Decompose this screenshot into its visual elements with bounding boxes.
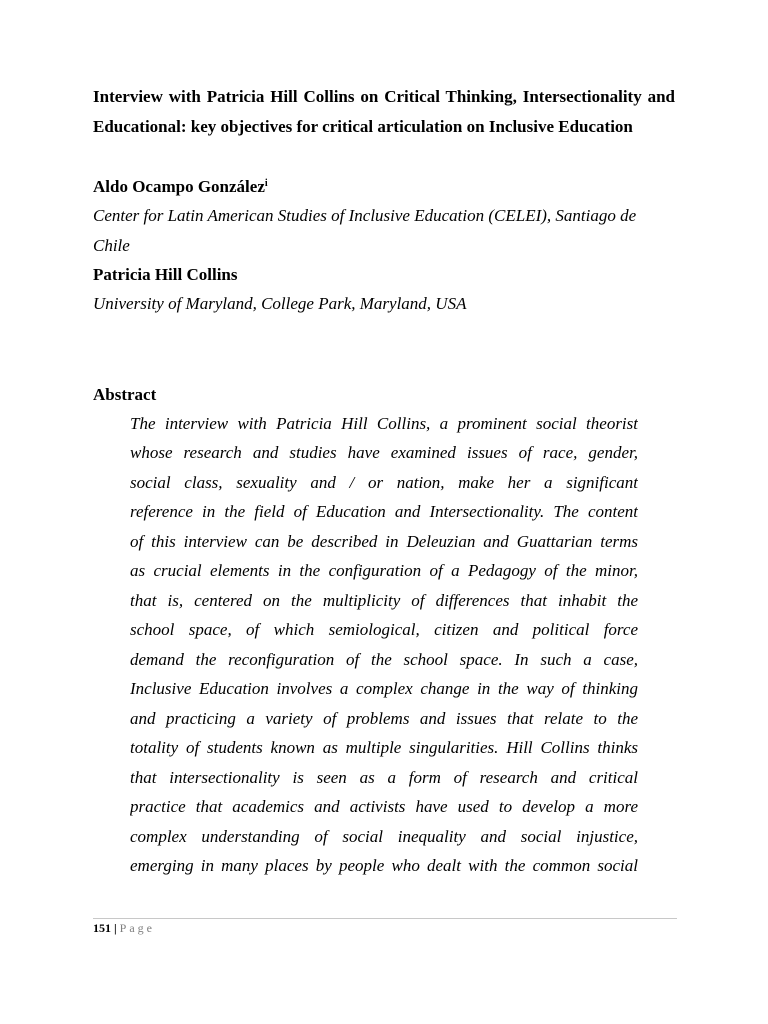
abstract-line: emerging in many places by people who dealt with the common social [130, 856, 638, 875]
page-number: 151 [93, 921, 111, 935]
abstract-line: complex understanding of social inequality and social injustice, [130, 826, 638, 846]
abstract-body [130, 409, 638, 881]
paper-title: Interview with Patricia Hill Collins on Critical Thinking, Intersectionality and Educational: key objectives for critical articulation on Inclusive Education [93, 87, 675, 136]
abstract-line: totality of students known as multiple singularities. Hill Collins thinks [130, 738, 638, 757]
abstract-line: and practicing a variety of problems and issues that relate to the [130, 708, 638, 728]
abstract-line: school space, of which semiological, citizen and political force [130, 620, 638, 639]
abstract-line: reference in the field of Education and Intersectionality. The content [130, 502, 638, 521]
page-footer [93, 920, 155, 936]
page-separator: | [114, 921, 117, 935]
abstract-line: of this interview can be described in Deleuzian and Guattarian terms [130, 531, 638, 551]
abstract-line: The interview with Patricia Hill Collins, a prominent social theorist [130, 413, 638, 433]
abstract-line: Inclusive Education involves a complex change in the way of thinking [130, 679, 638, 698]
abstract-line: that intersectionality is seen as a form of research and critical [130, 767, 638, 787]
author-name-2: Patricia Hill Collins [93, 265, 238, 284]
abstract-heading: Abstract [93, 384, 157, 404]
abstract-line: that is, centered on the multiplicity of differences that inhabit the [130, 590, 638, 610]
abstract-line: whose research and studies have examined issues of race, gender, [130, 443, 638, 462]
abstract-line: demand the reconfiguration of the school space. In such a case, [130, 649, 638, 669]
author-affiliation-1: Center for Latin American Studies of Inclusive Education (CELEI), Santiago de Chile [93, 206, 637, 255]
author-footnote-marker[interactable]: i [264, 178, 268, 189]
abstract-line: social class, sexuality and / or nation, make her a significant [130, 472, 638, 492]
abstract-line: as crucial elements in the configuration of a Pedagogy of the minor, [130, 561, 638, 580]
abstract-line: practice that academics and activists have used to develop a more [130, 797, 638, 816]
page-label: Page [119, 921, 155, 935]
footer-divider [93, 918, 677, 919]
author-name-text-1: Aldo Ocampo González [93, 177, 265, 196]
author-affiliation-2: University of Maryland, College Park, Maryland, USA [93, 294, 467, 313]
paper-page [93, 82, 675, 881]
author-name-1 [93, 172, 675, 201]
